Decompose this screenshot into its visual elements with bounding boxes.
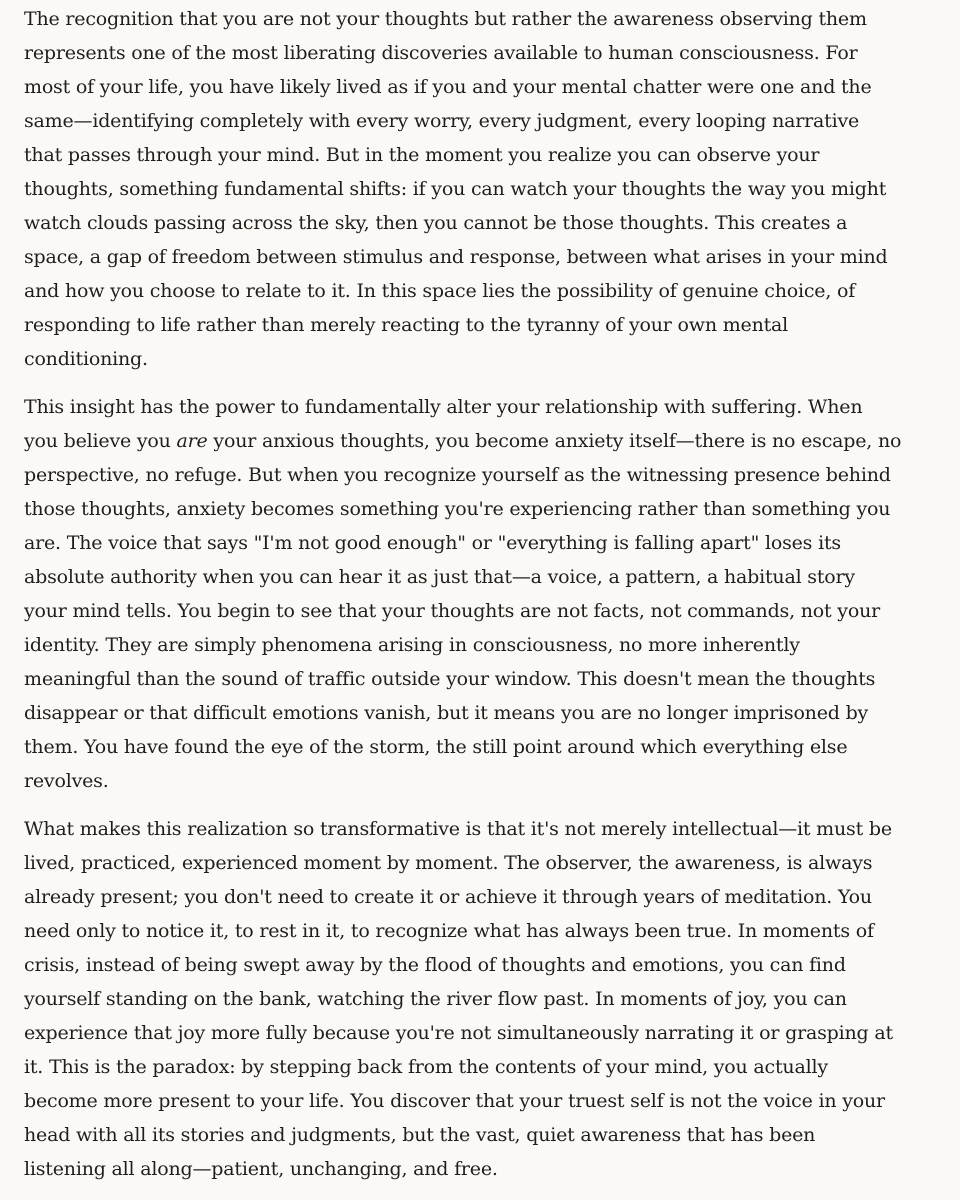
paragraph-2-emphasis: are [176,430,208,452]
paragraph-1 [24,2,902,376]
paragraph-3 [24,812,902,1186]
paragraph-1-text: The recognition that you are not your thoughts but rather the awareness observing them represents one of the most liberating discoveries available to human consciousness. For most of your life, you have likely lived as if you and your mental chatter were one and the same—identifying completely with every worry, every judgment, every looping narrative that passes through your mind. But in the moment you realize you can observe your thoughts, something fundamental shifts: if you can watch your thoughts the way you might watch clouds passing across the sky, then you cannot be those thoughts. This creates a space, a gap of freedom between stimulus and response, between what arises in your mind and how you choose to relate to it. In this space lies the possibility of genuine choice, of responding to life rather than merely reacting to the tyranny of your own mental conditioning. [24,8,888,370]
paragraph-3-text: What makes this realization so transformative is that it's not merely intellectual—it must be lived, practiced, experienced moment by moment. The observer, the awareness, is always already present; you don't need to create it or achieve it through years of meditation. You need only to notice it, to rest in it, to recognize what has always been true. In moments of crisis, instead of being swept away by the flood of thoughts and emotions, you can find yourself standing on the bank, watching the river flow past. In moments of joy, you can experience that joy more fully because you're not simultaneously narrating it or grasping at it. This is the paradox: by stepping back from the contents of your mind, you actually become more present to your life. You discover that your truest self is not the voice in your head with all its stories and judgments, but the vast, quiet awareness that has been listening all along—patient, unchanging, and free. [24,818,893,1180]
paragraph-2 [24,390,902,798]
paragraph-2-text-after: your anxious thoughts, you become anxiety itself—there is no escape, no perspective, no refuge. But when you recognize yourself as the witnessing presence behind those thoughts, anxiety becomes something you're experiencing rather than something you are. The voice that says "I'm not good enough" or "everything is falling apart" loses its absolute authority when you can hear it as just that—a voice, a pattern, a habitual story your mind tells. You begin to see that your thoughts are not facts, not commands, not your identity. They are simply phenomena arising in consciousness, no more inherently meaningful than the sound of traffic outside your window. This doesn't mean the thoughts disappear or that difficult emotions vanish, but it means you are no longer imprisoned by them. You have found the eye of the storm, the still point around which everything else revolves. [24,430,902,792]
paragraph-2-text-before: This insight has the power to fundamentally alter your relationship with suffering. When you believe you [24,396,863,452]
